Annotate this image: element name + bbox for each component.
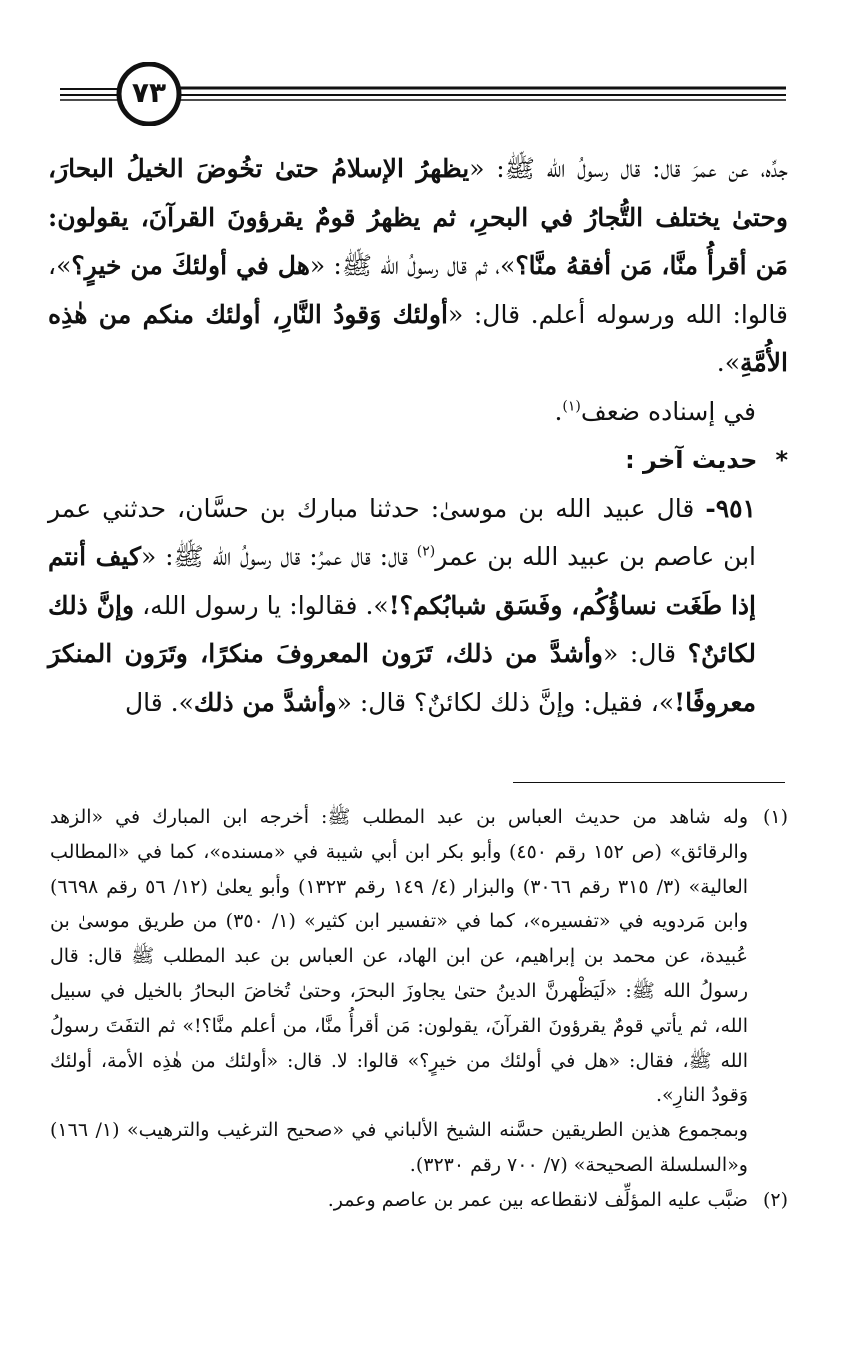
text-run: .: [554, 396, 563, 426]
footnote-1: [50, 800, 788, 1183]
text-run: قال: قال عمرُ: قال رسولُ الله ﷺ: «: [141, 542, 417, 571]
hadith-quote: وأشدَّ من ذلك: [193, 687, 337, 717]
hadith-quote: وإنَّ ذلك لكائنٌ؟: [48, 590, 757, 668]
footnotes: [50, 800, 788, 1218]
footnote-number: (٢): [762, 1188, 788, 1211]
text-run: جدِّه، عن عمرَ قال: قال رسولُ الله ﷺ: «: [469, 154, 788, 183]
page-header: [60, 62, 786, 126]
isnad-text: في إسناده ضعف: [580, 396, 756, 426]
text-run: قال: «: [603, 639, 688, 668]
hadith-quote: وأشدَّ من ذلك، تَرَون المعروفَ منكرًا، وتَرَون المنكرَ معروفًا!: [48, 639, 756, 717]
text-run: ». قال: [124, 687, 194, 717]
footnote-divider: [513, 782, 785, 783]
hadith-paragraph-1: [48, 145, 788, 388]
star-icon: *: [775, 446, 788, 474]
footnote-2: [50, 1183, 788, 1218]
main-text: [48, 145, 788, 727]
footnote-number: (١): [762, 806, 788, 828]
text-run: ».: [716, 348, 740, 377]
hadith-quote: أولئك وَقودُ النَّارِ، أولئك منكم من هٰذِه الأُمَّةِ: [48, 299, 788, 377]
hadith-quote: كيف أنتم إذا طَغَت نساؤُكُم، وفَسَق شبابُكم؟!: [48, 542, 757, 620]
isnad-note: [48, 388, 788, 437]
hadith-quote: هل في أولئكَ من خيرٍ؟: [71, 251, 310, 280]
footnote-ref-1: (١): [562, 398, 581, 415]
text-run: »، فقيل: وإنَّ ذلك لكائنٌ؟ قال: «: [336, 687, 675, 717]
footnote-text: ضبَّب عليه المؤلِّف لانقطاعه بين عمر بن عاصم وعمر.: [327, 1188, 748, 1211]
footnote-ref-2: (٢): [416, 543, 436, 560]
hadith-quote: يظهرُ الإسلامُ حتىٰ تخُوضَ الخيلُ البحارَ، وحتىٰ يختلف التُّجارُ في البحرِ، ثم يظهرُ قومٌ يقرؤونَ القرآنَ، يقولون: مَن أقرأُ منَّا، مَن أفقهُ منَّا؟: [48, 154, 789, 280]
section-heading: [48, 436, 788, 485]
text-run: قال عبيد الله بن موسىٰ: حدثنا مبارك بن حسَّان، حدثني عمر ابن عاصم بن عبيد الله بن عمر: [48, 493, 756, 571]
text-run: ». فقالوا: يا رسول الله،: [134, 590, 389, 620]
footnote-text: وله شاهد من حديث العباس بن عبد المطلب ﷺ: أخرجه ابن المبارك في «الزهد والرقائق» (ص ١٥٢ رقم ٤٥٠) وأبو بكر ابن أبي شيبة في «مسنده»، كما في «المطالب العالية» (٣/ ٣١٥ رقم ٣٠٦٦) والبزار (٤/ ١٤٩ رقم ١٣٢٣) وأبو يعلىٰ (١٢/ ٥٦ رقم ٦٦٩٨) وابن مَردويه في «تفسيره»، كما في «تفسير ابن كثير» (١/ ٣٥٠) من طريق موسىٰ بن عُبيدة، عن محمد بن إبراهيم، عن ابن الهاد، عن العباس بن عبد المطلب ﷺ قال: قال رسولُ الله ﷺ: «لَيَظْهرنَّ الدينُ حتىٰ يجاوزَ البحرَ، وحتىٰ تُخاضَ البحارُ بالخيل في سبيل الله، ثم يأتي قومٌ يقرؤونَ القرآنَ، يقولون: مَن أقرأُ منَّا، من أعلم منَّا؟!» ثم التفَتَ رسولُ الله ﷺ، فقال: «هل في أولئك من خيرٍ؟» قالوا: لا. قال: «أولئك من هٰذِه الأمة، أولئك وَقودُ النارِ».: [50, 806, 749, 1107]
text-run: »، قالوا: الله ورسوله أعلم. قال: «: [48, 251, 788, 329]
text-run: »، ثم قال رسولُ الله ﷺ: «: [309, 251, 516, 280]
section-heading-text: حديث آخر :: [625, 446, 758, 474]
footnote-continuation: وبمجموع هذين الطريقين حسَّنه الشيخ الألباني في «صحيح الترغيب والترهيب» (١/ ١٦٦) و«السلسلة الصحيحة» (٧/ ٧٠٠ رقم ٣٢٣٠).: [50, 1119, 748, 1176]
hadith-paragraph-951: [48, 485, 788, 728]
hadith-number: ٩٥١-: [705, 493, 756, 523]
page-number: ٧٣: [131, 76, 167, 109]
